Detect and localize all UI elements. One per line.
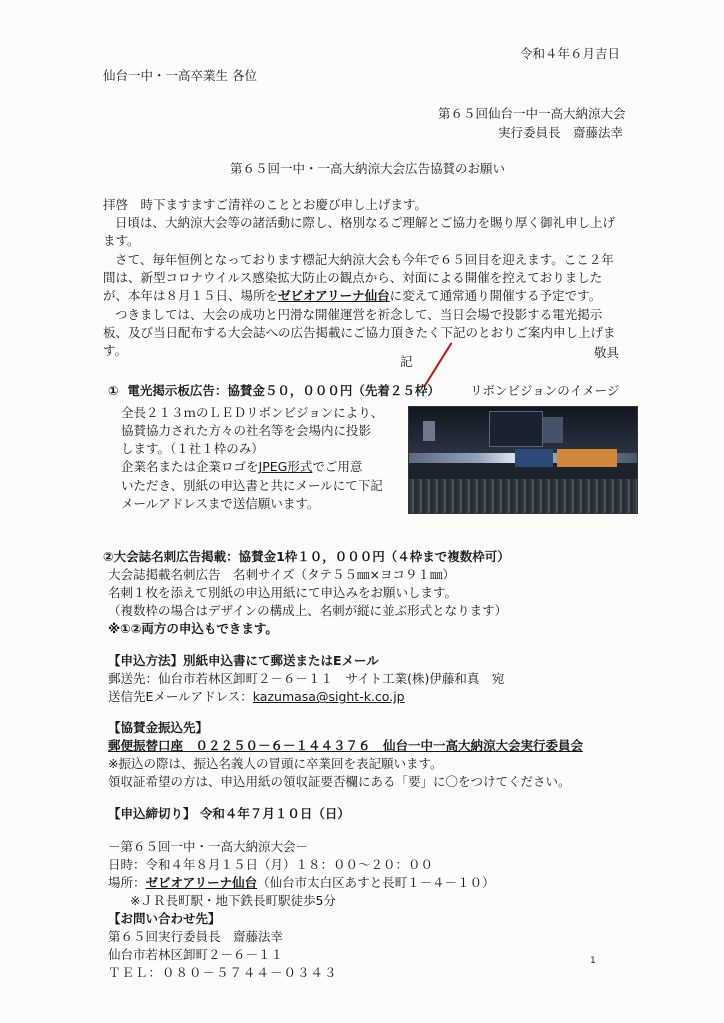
paragraph-1: 日頃は、大納涼大会等の諸活動に際し、格別なるご理解とご協力を賜り厚く御礼申し上げます。 [103, 215, 616, 249]
transfer-section: 【協賛金振込先】 郵便振替口座 ０２２５０－６－１４４３７６ 仙台一中一高大納涼大会実行委員会 ※振込の際は、振込名義人の冒頭に卒業回を表記願います。 領収証希望の方は、申込用紙の領収証要否欄にある「要」に〇をつけてください。 [108, 720, 584, 790]
addressee: 仙台一中・一高卒業生 各位 [103, 68, 257, 83]
sender-org: 第６５回仙台一中一高大納涼大会 [438, 106, 626, 121]
sender-role: 実行委員長 齋藤法幸 [498, 125, 624, 140]
ribbon-caption: リボンビジョンのイメージ [470, 383, 620, 398]
item1-body: 全長２１３ｍのＬＥＤリボンビジョンにより、 協賛協力された方々の社名等を会場内に投影 します。（１社１枠のみ） 企業名または企業ロゴをJPEG形式でご用意 いただき、別紙の申込書と共にメールにて下記 メールアドレスまで送信願います。 [121, 405, 384, 511]
venue-name: ゼビオアリーナ仙台 [278, 288, 390, 304]
paragraph-2: さて、毎年恒例となっております標記大納涼大会も今年で６５回目を迎えます。ここ２年間は、新型コロナウイルス感染拡大防止の観点から、対面による開催を控えておりましたが、本年は８月１５日、場所をゼビオアリーナ仙台に変えて通常通り開催する予定です。 [103, 252, 614, 304]
item2-heading: ②大会誌名刺広告掲載：協賛金1枠１０，０００円（４枠まで複数枠可） [103, 549, 510, 564]
deadline-section: 【申込締切り】 令和４年７月１０日（日） [108, 806, 350, 821]
page-number: 1 [590, 956, 596, 966]
closing-keigu: 敬具 [594, 345, 620, 360]
item1-heading: ① 電光掲示板広告：協賛金５０，０００円（先着２５枠） [108, 383, 440, 398]
item2-body: 大会誌掲載名刺広告 名刺サイズ（タテ５５㎜×ヨコ９１㎜） 名刺１枚を添えて別紙の申込用紙にて申込みをお願いします。 （複数枠の場合はデザインの構成上、名刺が縦に並ぶ形式となります） ※①②両方の申込もできます。 [108, 567, 508, 637]
apply-section: 【申込方法】別紙申込書にて郵送またはEメール 郵送先：仙台市若林区卸町２－６－１１ サイト工業(株)伊藤和真 宛 送信先Eメールアドレス：kazumasa@sight-k.co.jp [108, 653, 505, 705]
greeting: 拝啓 時下ますますご清祥のこととお慶び申し上げます。 [103, 197, 428, 212]
event-section: －第６５回一中・一高大納涼大会－ 日時：令和４年８月１５日（月）１８：００～２０：００ 場所：ゼビオアリーナ仙台（仙台市太白区あすと長町１－４－１０） ※ＪＲ長町駅・地下鉄長町駅徒歩5分 [108, 839, 495, 909]
ki-heading: 記 [400, 354, 413, 369]
paragraph-3: つきましては、大会の成功と円滑な開催運営を祈念して、当日会場で投影する電光掲示板、及び当日配布する大会誌への広告掲載にご協力頂きたく下記のとおりご案内申し上げます。 [103, 307, 616, 359]
email-link[interactable]: kazumasa@sight-k.co.jp [252, 689, 405, 705]
document-title: 第６５回一中・一高大納涼大会広告協賛のお願い [230, 161, 506, 176]
document-date: 令和４年６月吉日 [520, 46, 621, 61]
ribbon-vision-image [408, 406, 638, 514]
contact-section: 【お問い合わせ先】 第６５回実行委員長 齋藤法幸 仙台市若林区卸町２－６－１１ ＴＥＬ：０８０－５７４４－０３４３ [108, 911, 338, 981]
